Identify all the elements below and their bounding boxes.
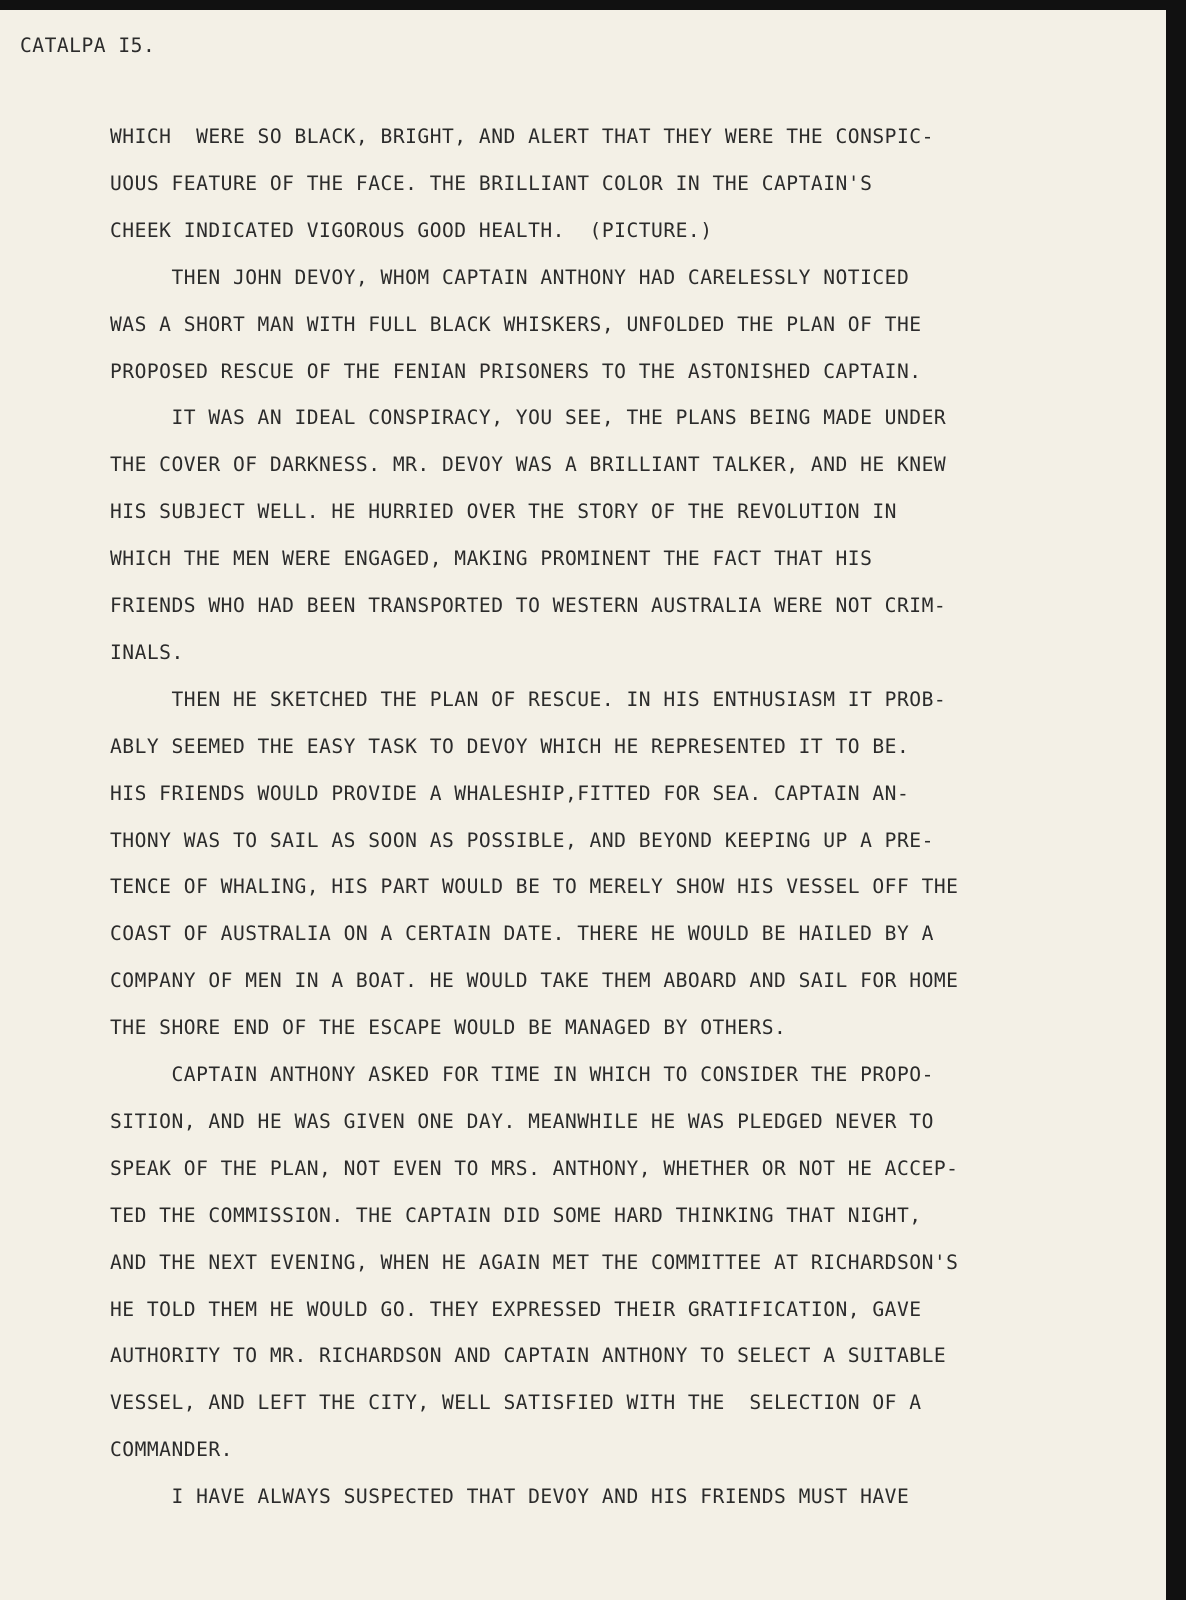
text-line: THE SHORE END OF THE ESCAPE WOULD BE MANAGED BY OTHERS. [110, 1016, 787, 1040]
text-line: THEN JOHN DEVOY, WHOM CAPTAIN ANTHONY HAD CARELESSLY NOTICED [110, 265, 910, 289]
text-line: THONY WAS TO SAIL AS SOON AS POSSIBLE, AND BEYOND KEEPING UP A PRE- [110, 828, 934, 852]
scan-right-border [1166, 0, 1186, 1600]
text-line: UOUS FEATURE OF THE FACE. THE BRILLIANT COLOR IN THE CAPTAIN'S [110, 171, 873, 195]
text-line: CAPTAIN ANTHONY ASKED FOR TIME IN WHICH TO CONSIDER THE PROPO- [110, 1063, 934, 1086]
text-line: TED THE COMMISSION. THE CAPTAIN DID SOME HARD THINKING THAT NIGHT, [110, 1203, 922, 1227]
scan-top-border [0, 0, 1186, 10]
text-line: COMPANY OF MEN IN A BOAT. HE WOULD TAKE THEM ABOARD AND SAIL FOR HOME [110, 969, 959, 993]
text-line: INALS. [110, 640, 184, 664]
text-line: AND THE NEXT EVENING, WHEN HE AGAIN MET THE COMMITTEE AT RICHARDSON'S [110, 1250, 959, 1274]
text-line: COAST OF AUSTRALIA ON A CERTAIN DATE. THERE HE WOULD BE HAILED BY A [110, 922, 934, 946]
text-line: AUTHORITY TO MR. RICHARDSON AND CAPTAIN ANTHONY TO SELECT A SUITABLE [110, 1344, 947, 1368]
typed-page [0, 10, 1166, 1600]
text-line: COMMANDER. [110, 1438, 233, 1462]
text-line: IT WAS AN IDEAL CONSPIRACY, YOU SEE, THE PLANS BEING MADE UNDER [110, 406, 947, 430]
text-line: WAS A SHORT MAN WITH FULL BLACK WHISKERS, UNFOLDED THE PLAN OF THE [110, 312, 922, 336]
text-line: SPEAK OF THE PLAN, NOT EVEN TO MRS. ANTHONY, WHETHER OR NOT HE ACCEP- [110, 1156, 959, 1180]
text-line: HIS FRIENDS WOULD PROVIDE A WHALESHIP,FITTED FOR SEA. CAPTAIN AN- [110, 781, 910, 805]
text-line: HE TOLD THEM HE WOULD GO. THEY EXPRESSED THEIR GRATIFICATION, GAVE [110, 1297, 922, 1321]
text-line: VESSEL, AND LEFT THE CITY, WELL SATISFIED WITH THE SELECTION OF A [110, 1391, 922, 1415]
text-line: THEN HE SKETCHED THE PLAN OF RESCUE. IN HIS ENTHUSIASM IT PROB- [110, 687, 947, 711]
text-line: I HAVE ALWAYS SUSPECTED THAT DEVOY AND HIS FRIENDS MUST HAVE [110, 1485, 910, 1509]
text-line: ABLY SEEMED THE EASY TASK TO DEVOY WHICH HE REPRESENTED IT TO BE. [110, 734, 910, 758]
page-label: CATALPA I5. [20, 34, 156, 57]
text-line: CHEEK INDICATED VIGOROUS GOOD HEALTH. (PICTURE.) [110, 218, 713, 242]
text-line: FRIENDS WHO HAD BEEN TRANSPORTED TO WESTERN AUSTRALIA WERE NOT CRIM- [110, 594, 947, 617]
text-line: THE COVER OF DARKNESS. MR. DEVOY WAS A BRILLIANT TALKER, AND HE KNEW [110, 453, 947, 477]
text-line: PROPOSED RESCUE OF THE FENIAN PRISONERS TO THE ASTONISHED CAPTAIN. [110, 359, 922, 383]
text-line: WHICH WERE SO BLACK, BRIGHT, AND ALERT THAT THEY WERE THE CONSPIC- [110, 125, 934, 148]
text-line: SITION, AND HE WAS GIVEN ONE DAY. MEANWHILE HE WAS PLEDGED NEVER TO [110, 1109, 934, 1133]
text-line: WHICH THE MEN WERE ENGAGED, MAKING PROMINENT THE FACT THAT HIS [110, 547, 873, 571]
text-line: HIS SUBJECT WELL. HE HURRIED OVER THE STORY OF THE REVOLUTION IN [110, 500, 897, 524]
text-line: TENCE OF WHALING, HIS PART WOULD BE TO MERELY SHOW HIS VESSEL OFF THE [110, 875, 959, 899]
